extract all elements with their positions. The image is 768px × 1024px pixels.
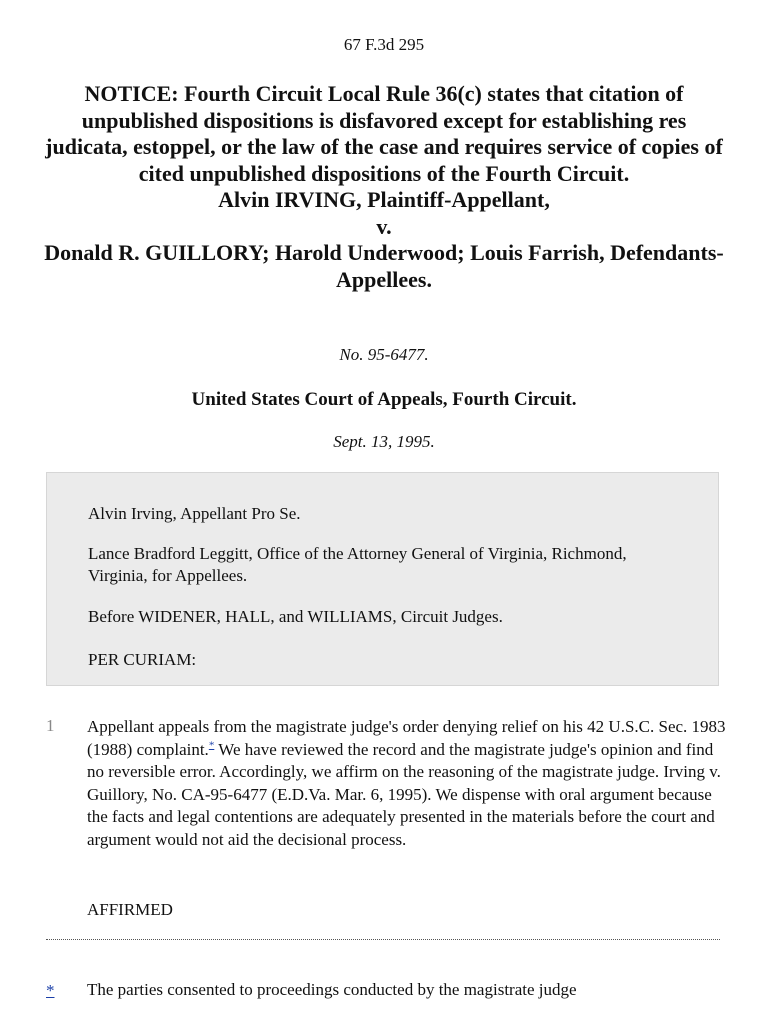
case-caption <box>40 81 728 293</box>
footnote-marker-link[interactable]: * <box>46 981 55 1000</box>
footnote-text: The parties consented to proceedings conducted by the magistrate judge <box>87 980 577 999</box>
defendants-names: Donald R. GUILLORY; Harold Underwood; Louis Farrish, Defendants-Appellees. <box>44 240 724 292</box>
disposition: AFFIRMED <box>87 900 173 919</box>
docket-number: No. 95-6477. <box>339 345 429 364</box>
footnote-divider <box>46 939 720 940</box>
citation-header: 67 F.3d 295 <box>343 35 425 54</box>
counsel-box <box>46 472 719 686</box>
appellant-counsel: Alvin Irving, Appellant Pro Se. <box>88 504 301 523</box>
plaintiff-name: Alvin IRVING, Plaintiff-Appellant, <box>218 187 550 212</box>
opinion-paragraph <box>87 716 727 851</box>
per-curiam-label: PER CURIAM: <box>88 650 197 669</box>
panel-judges: Before WIDENER, HALL, and WILLIAMS, Circuit Judges. <box>88 607 503 626</box>
opinion-text-start: Appellant appeals from the magistrate judge's order denying relief on his 42 U.S.C. Sec. 1983 (1988) complaint. <box>87 717 726 759</box>
court-name: United States Court of Appeals, Fourth Circuit. <box>191 389 577 410</box>
footnote-ref-link[interactable]: * <box>208 738 215 751</box>
versus-label: v. <box>376 213 392 239</box>
opinion-text-end: We have reviewed the record and the magistrate judge's opinion and find no reversible error. Accordingly, we affirm on the reasoning of the magistrate judge. Irving v. Guillory, No. CA-95-6477 (E.D.Va. Mar. 6, 1995). We dispense with oral argument because the facts and legal contentions are adequately presented in the materials before the court and argument would not aid the decisional process. <box>87 739 721 849</box>
notice-text: NOTICE: Fourth Circuit Local Rule 36(c) states that citation of unpublished dispositions is disfavored except for establishing res judicata, estoppel, or the law of the case and requires service of copies of cited unpublished dispositions of the Fourth Circuit. <box>45 81 723 186</box>
paragraph-number: 1 <box>46 716 55 735</box>
decision-date: Sept. 13, 1995. <box>333 432 435 451</box>
appellees-counsel: Lance Bradford Leggitt, Office of the Attorney General of Virginia, Richmond, Virginia, for Appellees. <box>88 544 627 585</box>
